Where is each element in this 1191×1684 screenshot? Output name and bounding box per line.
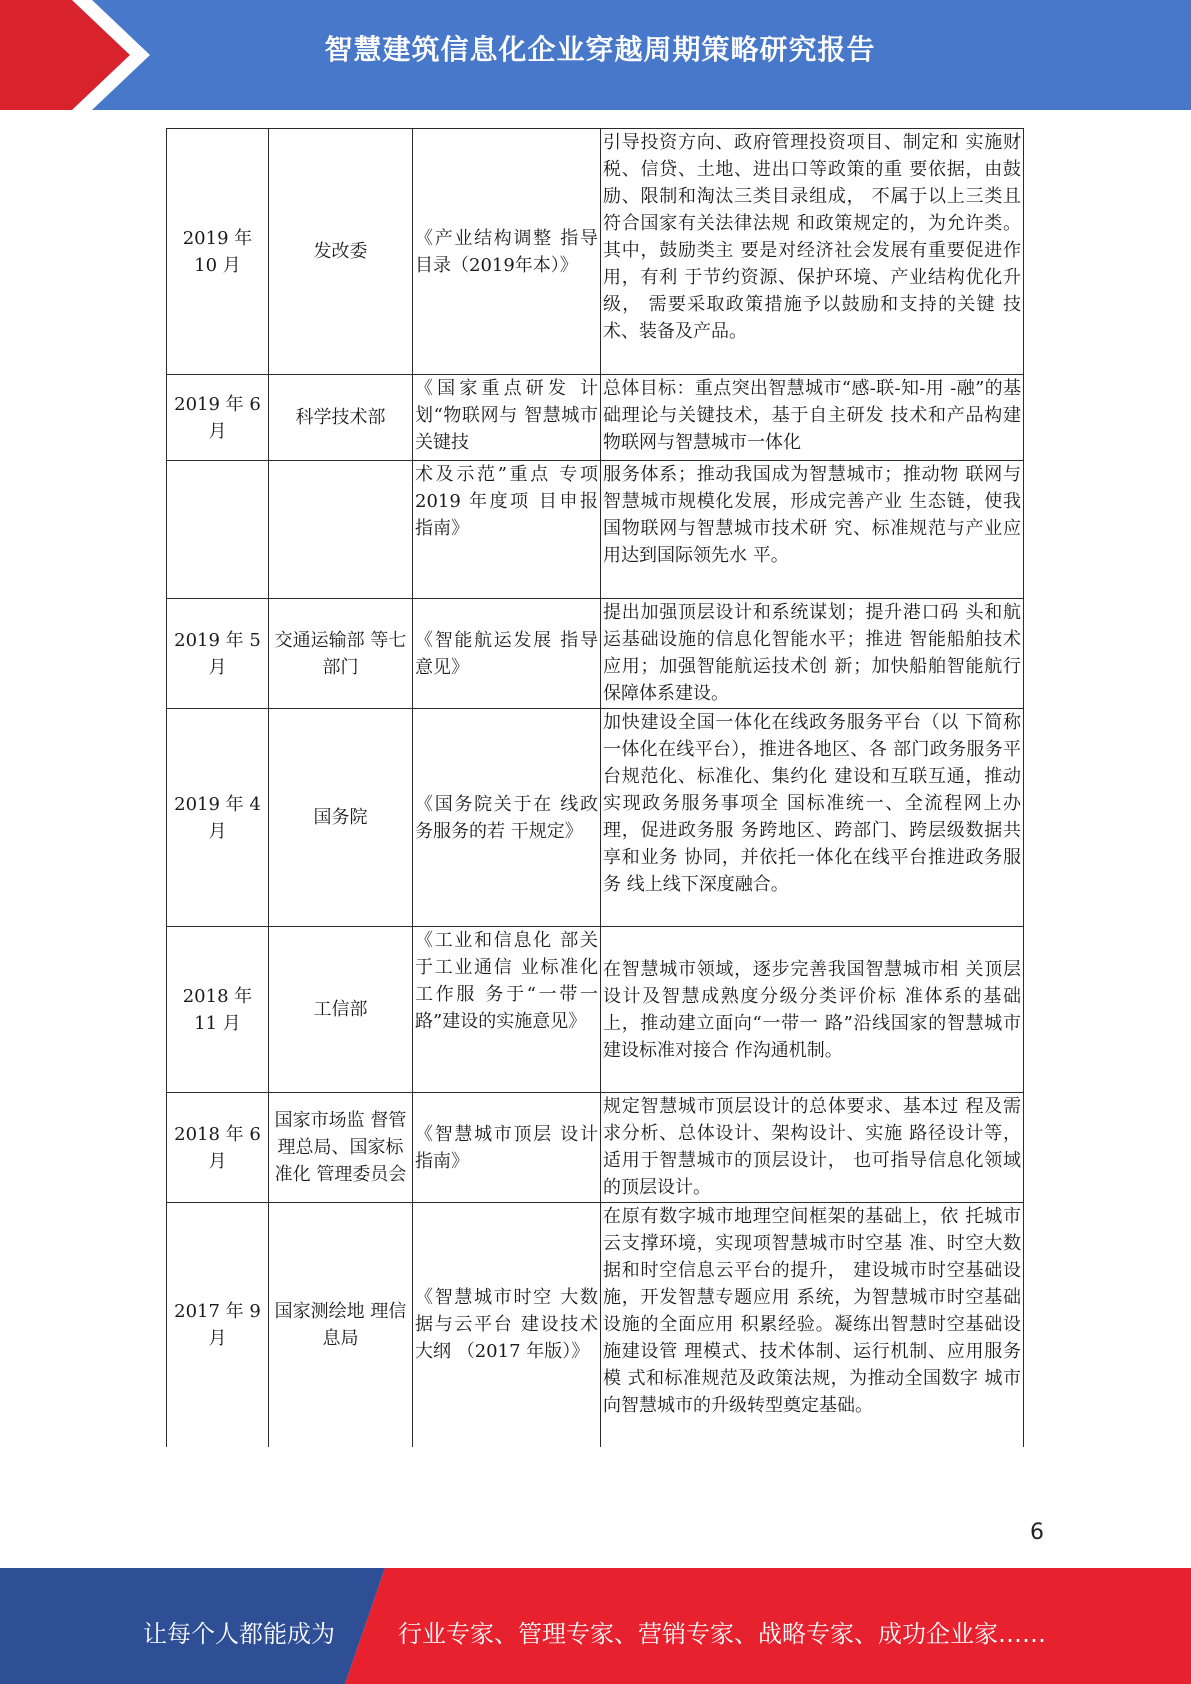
dept-cell — [269, 461, 413, 599]
desc-cell: 服务体系；推动我国成为智慧城市；推动物 联网与智慧城市规模化发展，形成完善产业 生态链，使我国物联网与智慧城市技术研 究、标准规范与产业应用达到国际领先水 平。 — [601, 461, 1024, 599]
dept-cell: 科学技术部 — [269, 375, 413, 461]
table-row — [167, 1203, 1024, 1447]
doc-cell: 《产业结构调整 指导目录（2019年本）》 — [413, 129, 601, 375]
doc-cell: 《智慧城市顶层 设计指南》 — [413, 1093, 601, 1203]
desc-cell: 规定智慧城市顶层设计的总体要求、基本过 程及需求分析、总体设计、架构设计、实施 路径设计等，适用于智慧城市的顶层设计， 也可指导信息化领域的顶层设计。 — [601, 1093, 1024, 1203]
date-cell: 2019 年 4 月 — [167, 709, 269, 927]
chevron-arrow-icon — [0, 0, 160, 110]
date-cell: 2019 年 5 月 — [167, 599, 269, 709]
date-cell: 2018 年 6 月 — [167, 1093, 269, 1203]
date-cell: 2019 年 10 月 — [167, 129, 269, 375]
doc-cell: 《智能航运发展 指导意见》 — [413, 599, 601, 709]
policy-table — [166, 128, 1024, 1447]
date-cell: 2017 年 9 月 — [167, 1203, 269, 1447]
doc-cell: 《工业和信息化 部关于工业通信 业标准化工作服 务于“一带一 路”建设的实施意见》 — [413, 927, 601, 1093]
table-row — [167, 599, 1024, 709]
table-row — [167, 709, 1024, 927]
dept-cell: 交通运输部 等七部门 — [269, 599, 413, 709]
doc-cell: 《国家重点研发 计划“物联网与 智慧城市关键技 — [413, 375, 601, 461]
doc-cell: 术及示范”重点 专项 2019 年度项 目申报指南》 — [413, 461, 601, 599]
desc-cell: 加快建设全国一体化在线政务服务平台（以 下简称一体化在线平台），推进各地区、各 部门政务服务平台规范化、标准化、集约化 建设和互联互通，推动实现政务服务事项全 国标准统一、全流程网上办理，促进政务服 务跨地区、跨部门、跨层级数据共享和业务 协同，并依托一体化在线平台推进政务服务 线上线下深度融合。 — [601, 709, 1024, 927]
table-row — [167, 1093, 1024, 1203]
table-row — [167, 375, 1024, 461]
doc-cell: 《国务院关于在 线政务服务的若 干规定》 — [413, 709, 601, 927]
desc-cell: 引导投资方向、政府管理投资项目、制定和 实施财税、信贷、土地、进出口等政策的重 要依据，由鼓励、限制和淘汰三类目录组成， 不属于以上三类且符合国家有关法律法规 和政策规定的，为允许类。其中，鼓励类主 要是对经济社会发展有重要促进作用，有利 于节约资源、保护环境、产业结构优化升级， 需要采取政策措施予以鼓励和支持的关键 技术、装备及产品。 — [601, 129, 1024, 375]
dept-cell: 国家测绘地 理信息局 — [269, 1203, 413, 1447]
desc-cell: 提出加强顶层设计和系统谋划；提升港口码 头和航运基础设施的信息化智能水平；推进 智能船舶技术应用；加强智能航运技术创 新；加快船舶智能航行保障体系建设。 — [601, 599, 1024, 709]
page-number: 6 — [1030, 1520, 1044, 1545]
doc-cell: 《智慧城市时空 大数据与云平台 建设技术大纲 （2017 年版）》 — [413, 1203, 601, 1447]
dept-cell: 国家市场监 督管理总局、国家标准化 管理委员会 — [269, 1093, 413, 1203]
table-row — [167, 927, 1024, 1093]
date-cell: 2019 年 6 月 — [167, 375, 269, 461]
desc-cell: 在原有数字城市地理空间框架的基础上，依 托城市云支撑环境，实现项智慧城市时空基 准、时空大数据和时空信息云平台的提升， 建设城市时空基础设施，开发智慧专题应用 系统，为智慧城市时空基础设施的全面应用 积累经验。凝练出智慧时空基础设施建设管 理模式、技术体制、运行机制、应用服务模 式和标准规范及政策法规，为推动全国数字 城市向智慧城市的升级转型奠定基础。 — [601, 1203, 1024, 1447]
footer-banner — [0, 1568, 1191, 1684]
footer-slogan-left: 让每个人都能成为 — [143, 1620, 335, 1648]
header-banner — [0, 0, 1191, 110]
table-row — [167, 129, 1024, 375]
date-cell: 2018 年 11 月 — [167, 927, 269, 1093]
table-row — [167, 461, 1024, 599]
dept-cell: 工信部 — [269, 927, 413, 1093]
date-cell — [167, 461, 269, 599]
footer-slogan-right: 行业专家、管理专家、营销专家、战略专家、成功企业家…… — [398, 1620, 1046, 1648]
desc-cell: 总体目标：重点突出智慧城市“感-联-知-用 -融”的基础理论与关键技术，基于自主研发 技术和产品构建物联网与智慧城市一体化 — [601, 375, 1024, 461]
dept-cell: 发改委 — [269, 129, 413, 375]
desc-cell: 在智慧城市领域，逐步完善我国智慧城市相 关顶层设计及智慧成熟度分级分类评价标 准体系的基础上，推动建立面向“一带一 路”沿线国家的智慧城市建设标准对接合 作沟通机制。 — [601, 927, 1024, 1093]
report-title: 智慧建筑信息化企业穿越周期策略研究报告 — [324, 33, 876, 66]
dept-cell: 国务院 — [269, 709, 413, 927]
